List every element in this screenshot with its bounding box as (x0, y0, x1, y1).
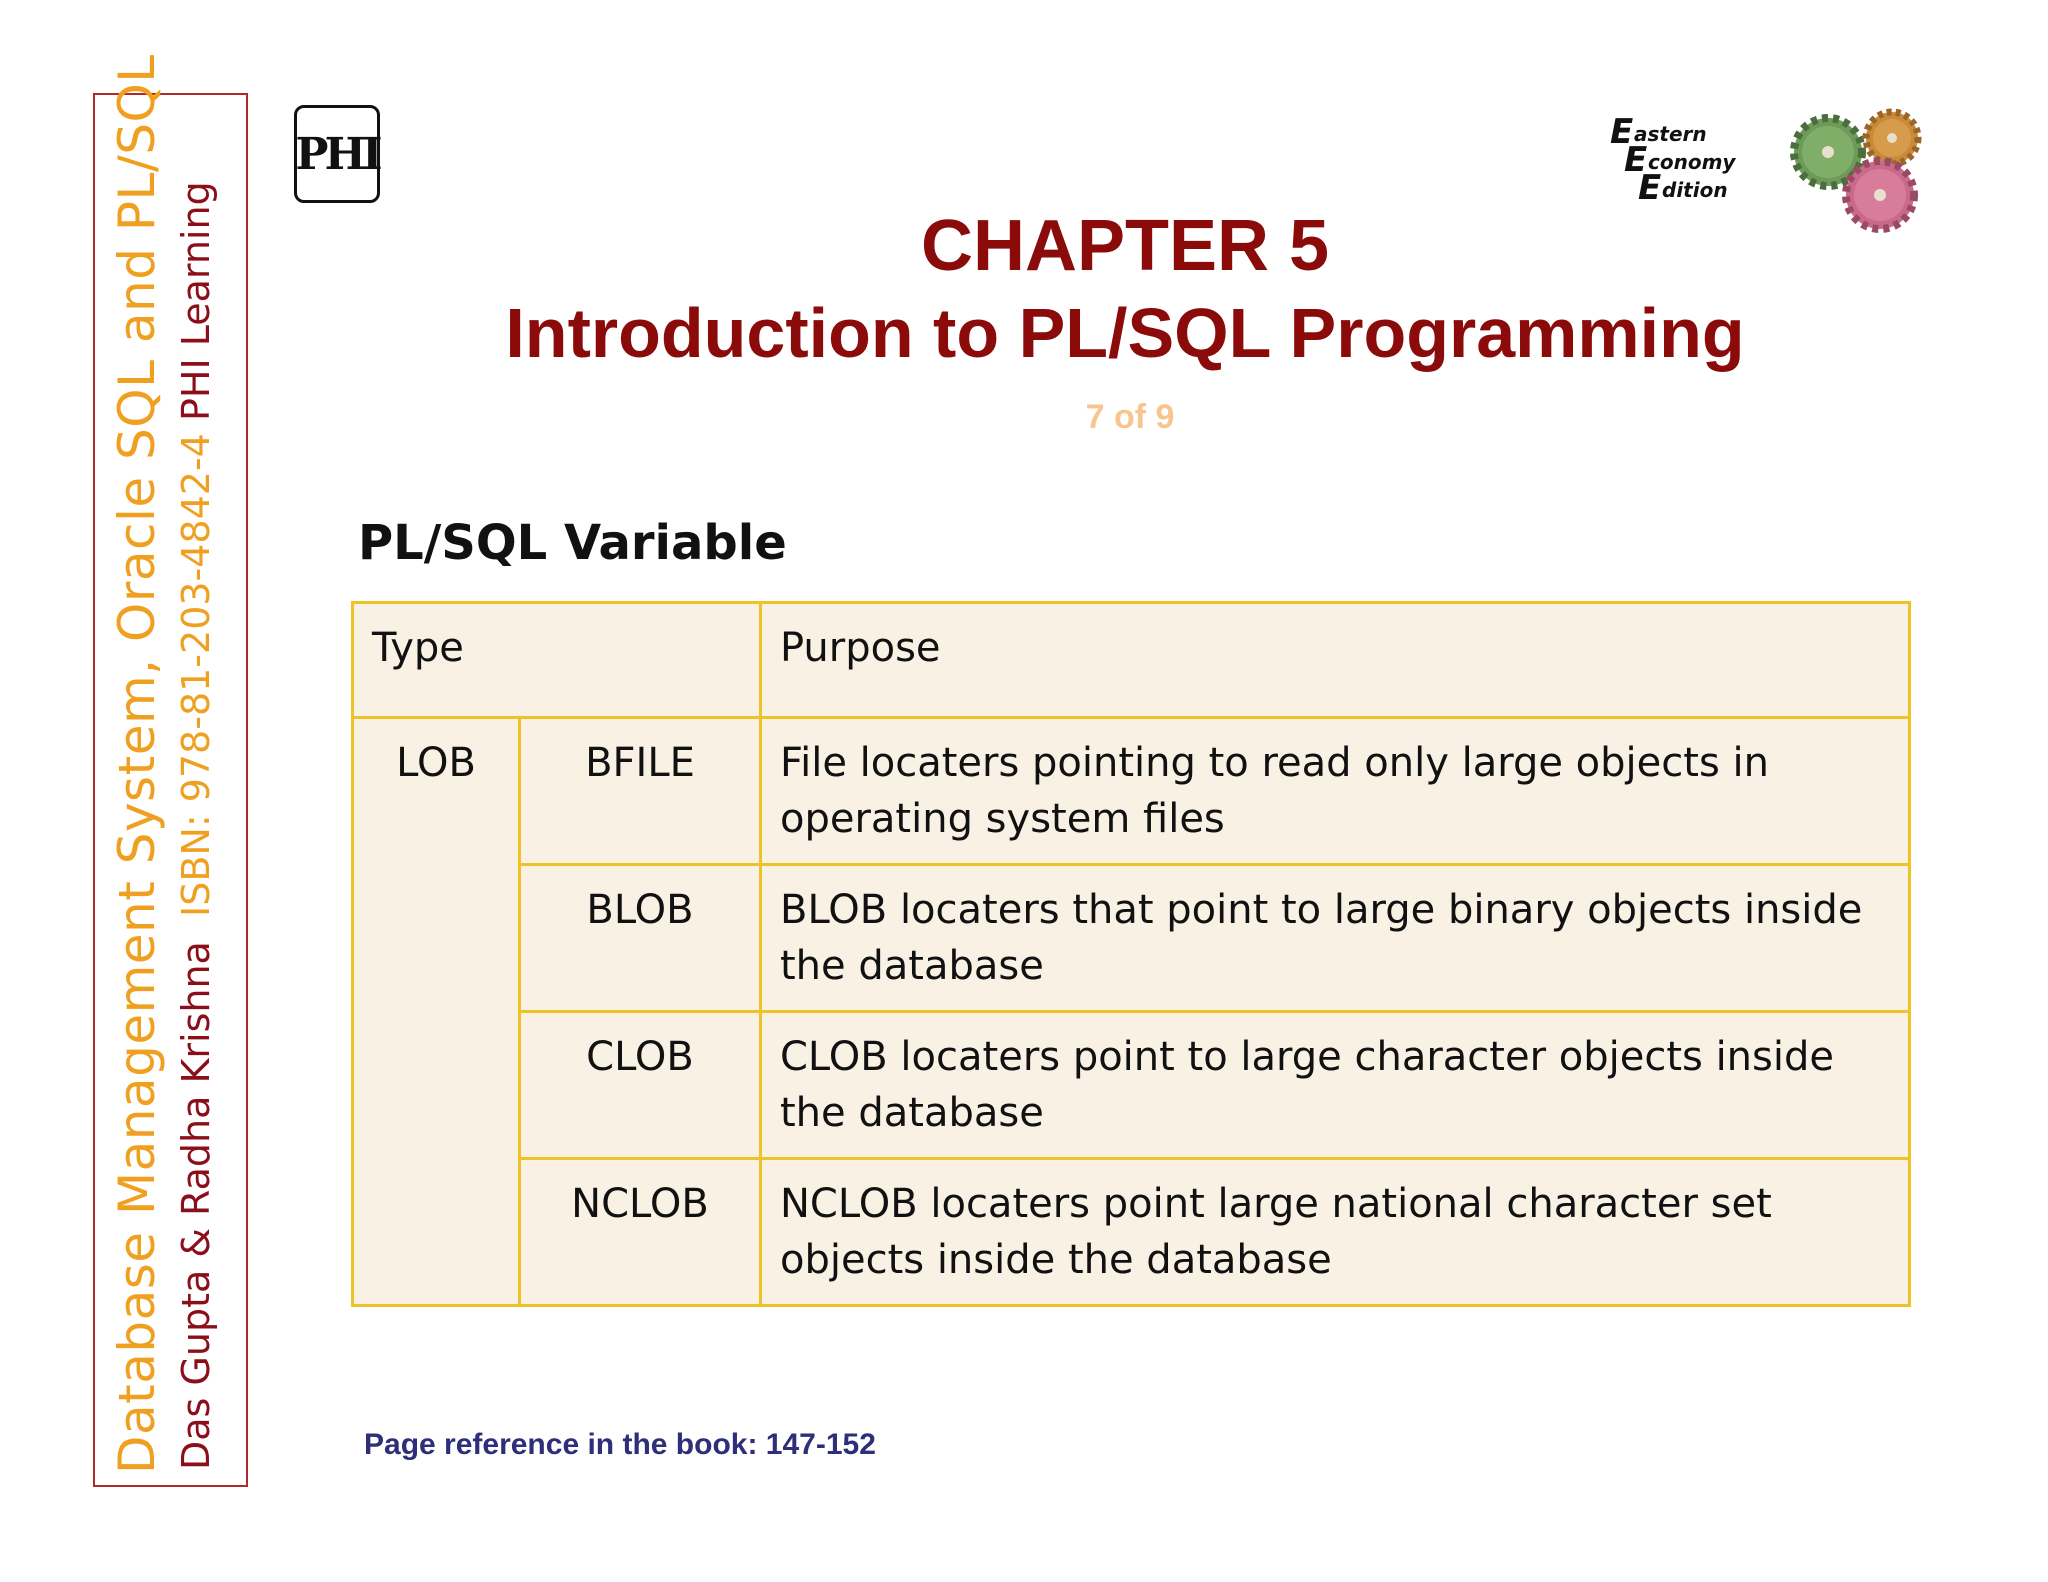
table-row (353, 1012, 1910, 1159)
eee-letter-3: E (1638, 168, 1662, 208)
eee-line-1: astern (1634, 122, 1707, 146)
eee-letter-2: E (1624, 140, 1648, 180)
group-cell: LOB (353, 718, 520, 1306)
type-cell: BFILE (520, 718, 761, 865)
sidebar-publisher: PHI Learning (174, 181, 218, 422)
purpose-cell: BLOB locaters that point to large binary objects inside the database (761, 865, 1910, 1012)
chapter-title: Introduction to PL/SQL Programming (505, 294, 1745, 372)
purpose-cell: NCLOB locaters point large national character set objects inside the database (761, 1159, 1910, 1306)
eee-line-2: conomy (1648, 150, 1736, 174)
variable-table (351, 601, 1911, 1307)
gear-orange-icon (1866, 112, 1918, 164)
header-purpose: Purpose (761, 603, 1910, 718)
purpose-cell: CLOB locaters point to large character objects inside the database (761, 1012, 1910, 1159)
sidebar-book-title: Database Management System, Oracle SQL and PL/SQL (108, 54, 166, 1474)
sidebar-isbn: ISBN: 978-81-203-4842-4 (174, 433, 218, 917)
slide-counter: 7 of 9 (1085, 398, 1175, 436)
table-header-row (353, 603, 1910, 718)
sidebar-authors: Das Gupta & Radha Krishna (174, 941, 218, 1470)
type-cell: NCLOB (520, 1159, 761, 1306)
table-row (353, 718, 1910, 865)
eee-line-3: dition (1662, 178, 1728, 202)
section-title: PL/SQL Variable (358, 515, 787, 571)
table-row (353, 865, 1910, 1012)
page-reference: Page reference in the book: 147-152 (364, 1428, 876, 1461)
purpose-cell: File locaters pointing to read only large objects in operating system files (761, 718, 1910, 865)
header-type: Type (353, 603, 761, 718)
chapter-label: CHAPTER 5 (920, 206, 1330, 286)
type-cell: BLOB (520, 865, 761, 1012)
phi-logo: PHI (294, 105, 380, 203)
table-row (353, 1159, 1910, 1306)
eastern-economy-edition-logo (1610, 112, 1775, 218)
type-cell: CLOB (520, 1012, 761, 1159)
eee-letter-1: E (1610, 112, 1634, 152)
sidebar-book-info (174, 181, 218, 1470)
